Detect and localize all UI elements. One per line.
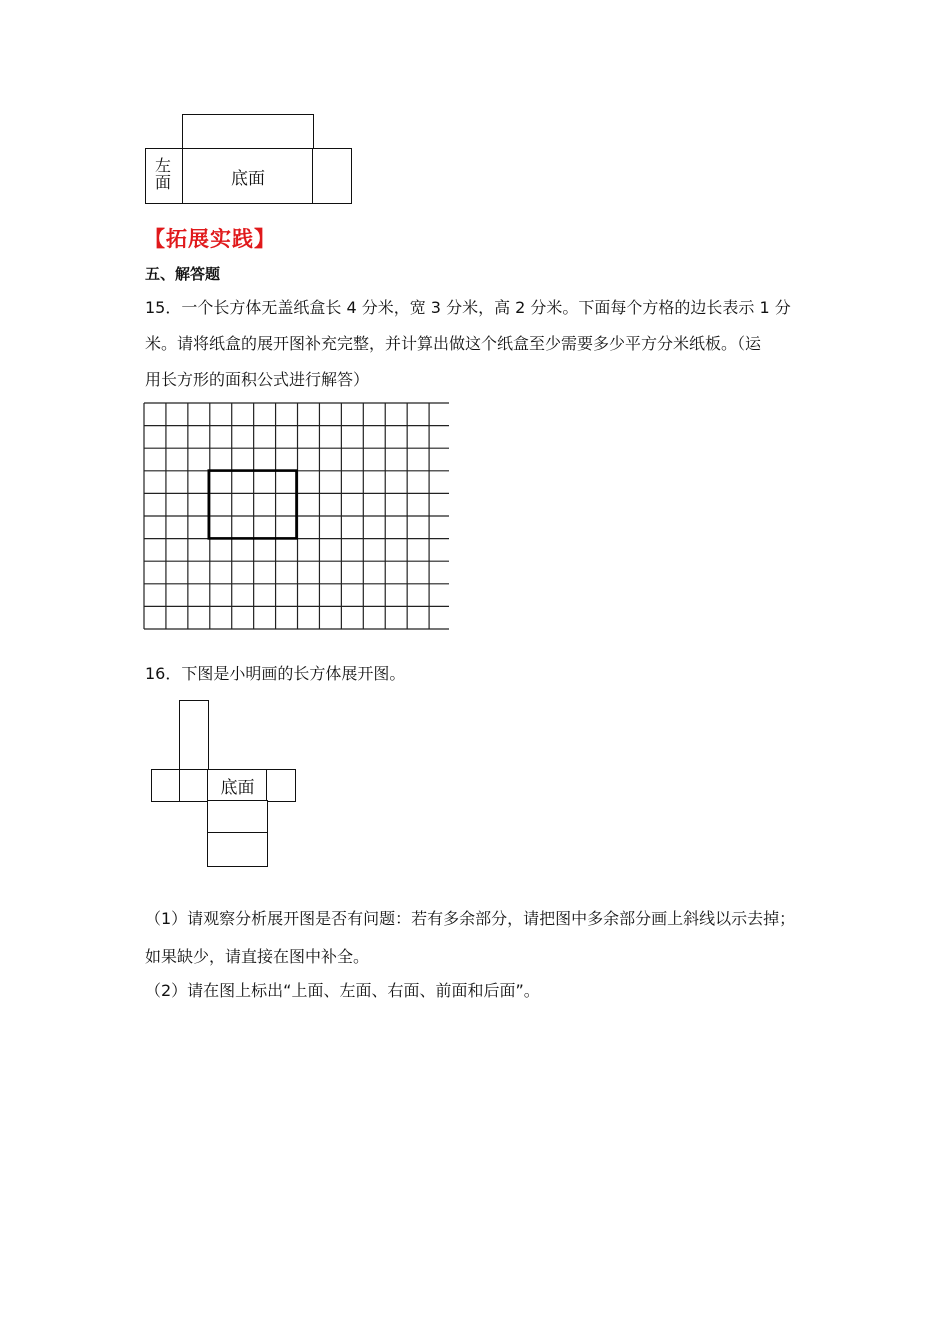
q15-line-2: 米。请将纸盒的展开图补充完整，并计算出做这个纸盒至少需要多少平方分米纸板。（运 — [145, 334, 762, 353]
q16-net-left-cell-2 — [179, 769, 209, 802]
q16-bottom-face-label: 底面 — [220, 778, 255, 798]
q16-net-bottom-face — [207, 769, 268, 802]
q15-line-3: 用长方形的面积公式进行解答） — [145, 370, 370, 389]
q16-sub1-line-1: （1）请观察分析展开图是否有问题：若有多余部分，请把图中多余部分画上斜线以示去掉； — [145, 909, 796, 928]
q16-sub1 — [145, 900, 795, 976]
q15-text — [145, 290, 791, 398]
q16-net-back-face — [207, 832, 268, 867]
bottom-face-label: 底面 — [231, 168, 265, 189]
net-top-face — [182, 114, 314, 150]
left-face-label — [153, 157, 173, 197]
q16-net-front-face — [207, 800, 268, 834]
q16-intro: 16．下图是小明画的长方体展开图。 — [145, 664, 406, 683]
net-right-face — [312, 148, 352, 204]
question-type-heading: 五、解答题 — [145, 265, 221, 283]
section-heading: 【拓展实践】 — [144, 227, 276, 251]
left-face-label-text: 左面 — [154, 156, 171, 192]
q16-net-left-cell-1 — [151, 769, 181, 802]
grid-base-rectangle — [209, 471, 297, 539]
q16-sub2: （2）请在图上标出“上面、左面、右面、前面和后面”。 — [145, 981, 540, 1000]
q15-line-1: 15．一个长方体无盖纸盒长 4 分米，宽 3 分米，高 2 分米。下面每个方格的边长表示 1 分 — [145, 298, 791, 317]
q15-grid-figure — [143, 402, 449, 631]
q16-net-top-strip — [179, 700, 209, 771]
q16-sub1-line-2: 如果缺少，请直接在图中补全。 — [145, 947, 370, 966]
q16-net-right-cell — [266, 769, 296, 802]
net-bottom-face — [182, 148, 314, 204]
